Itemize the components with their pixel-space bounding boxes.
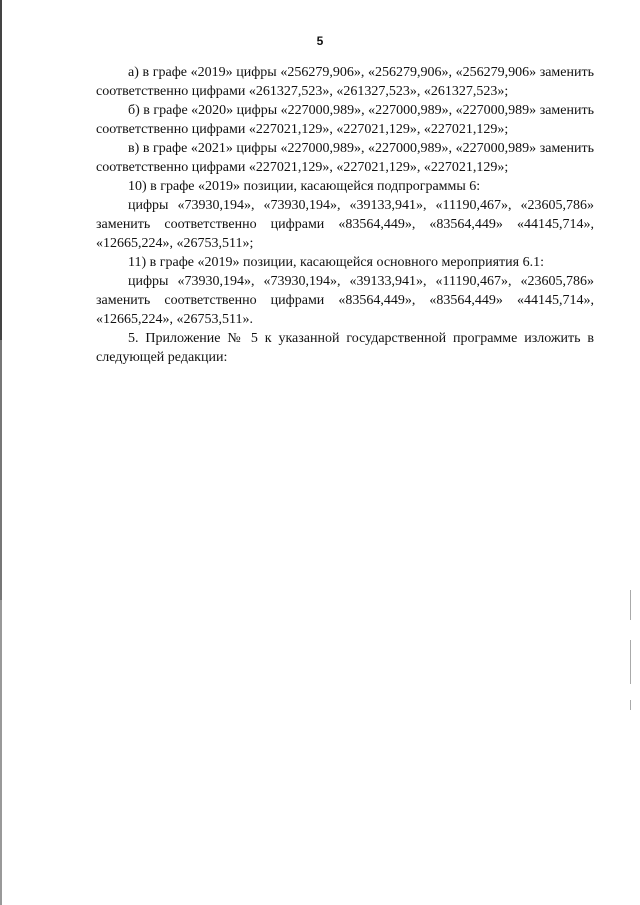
paragraph-2021-changes: в) в графе «2021» цифры «227000,989», «227000,989», «227000,989» заменить соответственно цифрами «227021,129», «227021,129», «227021,129»; <box>96 141 594 175</box>
scan-right-mark <box>630 640 631 684</box>
paragraph-2019-changes: а) в графе «2019» цифры «256279,906», «256279,906», «256279,906» заменить соответственно цифрами «261327,523», «261327,523», «261327,523»; <box>96 65 594 99</box>
paragraph-item-11: 11) в графе «2019» позиции, касающейся основного мероприятия 6.1: <box>128 255 544 270</box>
paragraph-item-11-figures: цифры «73930,194», «73930,194», «39133,941», «11190,467», «23605,786» заменить соответственно цифрами «83564,449», «83564,449» «44145,714», «12665,224», «26753,511». <box>96 274 594 327</box>
scan-right-mark <box>630 590 631 620</box>
page-number: 5 <box>316 34 324 48</box>
paragraph-item-5-appendix: 5. Приложение № 5 к указанной государственной программе изложить в следующей редакции: <box>96 331 594 365</box>
paragraph-item-10-figures: цифры «73930,194», «73930,194», «39133,941», «11190,467», «23605,786» заменить соответственно цифрами «83564,449», «83564,449» «44145,714», «12665,224», «26753,511»; <box>96 198 594 251</box>
document-body <box>96 63 594 367</box>
scan-left-edge <box>0 0 2 905</box>
scan-right-mark <box>630 700 631 710</box>
paragraph-2020-changes: б) в графе «2020» цифры «227000,989», «227000,989», «227000,989» заменить соответственно цифрами «227021,129», «227021,129», «227021,129»; <box>96 103 594 137</box>
paragraph-item-10: 10) в графе «2019» позиции, касающейся подпрограммы 6: <box>128 179 481 194</box>
